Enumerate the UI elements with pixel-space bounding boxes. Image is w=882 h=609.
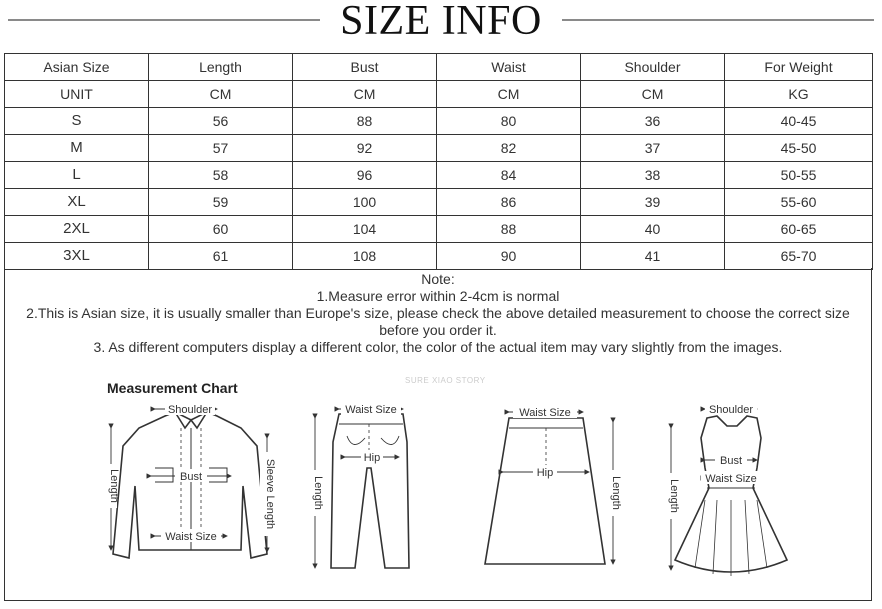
- table-row-cell: 92: [293, 135, 437, 162]
- table-row-cell: 55-60: [725, 189, 873, 216]
- table-row-cell: 65-70: [725, 243, 873, 270]
- table-header-row-cell: Length: [149, 54, 293, 81]
- pants-hip-line: [345, 450, 399, 464]
- table-row-label: S: [5, 108, 149, 135]
- table-row: [5, 189, 873, 216]
- skirt-waist-label: Waist Size: [519, 407, 571, 419]
- table-row-cell: 45-50: [725, 135, 873, 162]
- table-unit-row-cell: CM: [293, 81, 437, 108]
- table-row: [5, 162, 873, 189]
- table-row-cell: 60-65: [725, 216, 873, 243]
- dress-length-line: [665, 428, 680, 570]
- table-row-label: L: [5, 162, 149, 189]
- table-header-row-cell: Shoulder: [581, 54, 725, 81]
- dress-shoulder-line: [705, 402, 757, 416]
- dress-length-label: Length: [668, 479, 680, 513]
- table-row-cell: 96: [293, 162, 437, 189]
- skirt-diagram: [485, 418, 605, 564]
- table-row: [5, 108, 873, 135]
- title-divider-left: [8, 19, 320, 21]
- table-row-label: XL: [5, 189, 149, 216]
- table-header-row-label: Asian Size: [5, 54, 149, 81]
- table-row-cell: 38: [581, 162, 725, 189]
- table-row-label: M: [5, 135, 149, 162]
- table-row-cell: 60: [149, 216, 293, 243]
- table-row: [5, 135, 873, 162]
- title-divider-right: [562, 19, 874, 21]
- table-row-cell: 50-55: [725, 162, 873, 189]
- table-row-cell: 58: [149, 162, 293, 189]
- table-row-cell: 108: [293, 243, 437, 270]
- table-header-row: [5, 54, 873, 81]
- dress-shoulder-label: Shoulder: [708, 404, 754, 416]
- pants-hip-label: Hip: [363, 452, 381, 464]
- measurement-diagrams: [5, 268, 873, 601]
- table-header-row-cell: For Weight: [725, 54, 873, 81]
- dress-waist-line: [701, 471, 761, 485]
- notes-section: [4, 268, 872, 601]
- shirt-shoulder-line: [155, 402, 217, 416]
- title-row: [0, 0, 882, 48]
- table-unit-row-cell: CM: [437, 81, 581, 108]
- shirt-bust-line: [151, 469, 231, 483]
- table-row-cell: 80: [437, 108, 581, 135]
- table-row-cell: 88: [293, 108, 437, 135]
- table-row-cell: 39: [581, 189, 725, 216]
- table-row-cell: 82: [437, 135, 581, 162]
- shirt-length-label: Length: [108, 469, 120, 503]
- table-row-cell: 88: [437, 216, 581, 243]
- table-row-cell: 90: [437, 243, 581, 270]
- dress-diagram: [675, 416, 787, 576]
- table-row-cell: 56: [149, 108, 293, 135]
- table-row-label: 3XL: [5, 243, 149, 270]
- note-line-2: 2.This is Asian size, it is usually smaller than Europe's size, please check the above detailed measurement to choose the correct size before you order it.: [26, 305, 850, 338]
- table-row: [5, 243, 873, 270]
- size-table: [4, 53, 873, 270]
- shirt-bust-label: Bust: [179, 471, 203, 483]
- table-header-row-cell: Waist: [437, 54, 581, 81]
- note-line-1: 1.Measure error within 2-4cm is normal: [316, 288, 560, 304]
- table-row-cell: 61: [149, 243, 293, 270]
- note-line-3: 3. As different computers display a different color, the color of the actual item may vary slightly from the images.: [93, 339, 783, 355]
- shirt-length-line: [105, 428, 120, 550]
- page-title: SIZE INFO: [340, 0, 542, 44]
- table-unit-row-cell: KG: [725, 81, 873, 108]
- skirt-length-label: Length: [610, 476, 622, 510]
- table-header-row-cell: Bust: [293, 54, 437, 81]
- shirt-sleeve-line: [260, 438, 276, 552]
- table-row-label: 2XL: [5, 216, 149, 243]
- shirt-shoulder-label: Shoulder: [167, 404, 213, 416]
- table-row-cell: 100: [293, 189, 437, 216]
- table-row-cell: 37: [581, 135, 725, 162]
- table-row-cell: 40-45: [725, 108, 873, 135]
- table-row-cell: 104: [293, 216, 437, 243]
- measurement-chart-title: Measurement Chart: [107, 380, 238, 396]
- table-unit-row-label: UNIT: [5, 81, 149, 108]
- dress-bust-label: Bust: [719, 455, 743, 467]
- skirt-waist-line: [509, 405, 583, 419]
- pants-length-line: [309, 418, 324, 568]
- table-row-cell: 84: [437, 162, 581, 189]
- skirt-hip-label: Hip: [536, 467, 554, 479]
- skirt-length-line: [607, 422, 622, 564]
- shirt-sleeve-label: Sleeve Length: [264, 458, 276, 530]
- note-heading: Note:: [421, 271, 455, 287]
- table-unit-row-cell: CM: [149, 81, 293, 108]
- dress-waist-label: Waist Size: [705, 473, 757, 485]
- pants-length-label: Length: [312, 476, 324, 510]
- shirt-waist-label: Waist Size: [165, 531, 217, 543]
- skirt-hip-line: [503, 465, 589, 479]
- table-row-cell: 57: [149, 135, 293, 162]
- table-row-cell: 86: [437, 189, 581, 216]
- table-row-cell: 40: [581, 216, 725, 243]
- table-row-cell: 41: [581, 243, 725, 270]
- watermark: SURE XIAO STORY: [405, 376, 486, 385]
- table-row-cell: 36: [581, 108, 725, 135]
- pants-waist-line: [339, 402, 403, 416]
- table-unit-row-cell: CM: [581, 81, 725, 108]
- pants-diagram: [331, 414, 409, 568]
- shirt-waist-line: [155, 529, 227, 543]
- table-row: [5, 216, 873, 243]
- table-unit-row: [5, 81, 873, 108]
- table-row-cell: 59: [149, 189, 293, 216]
- dress-bust-line: [705, 453, 757, 467]
- pants-waist-label: Waist Size: [345, 404, 397, 416]
